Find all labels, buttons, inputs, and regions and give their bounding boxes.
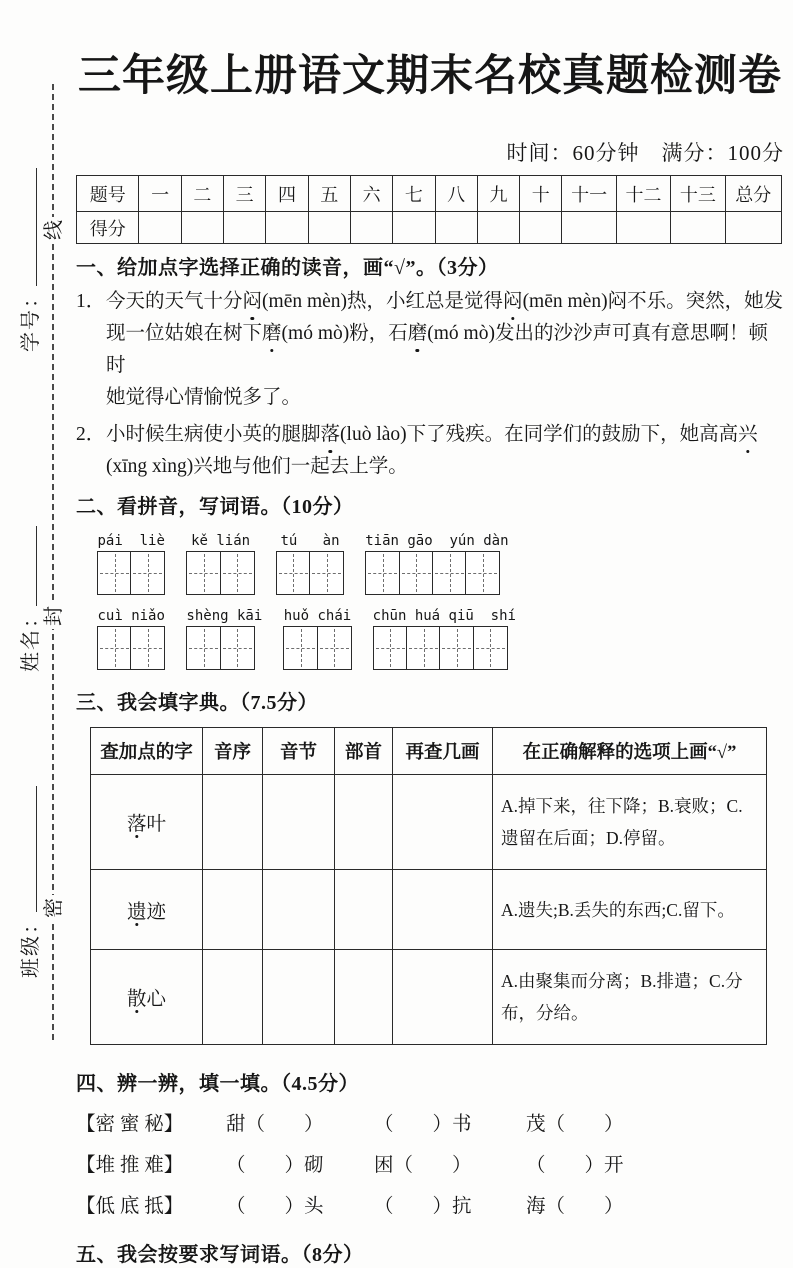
text-segment: (xīng xìng)兴地与他们一起去上学。 (106, 456, 408, 478)
pinyin-group (373, 608, 516, 670)
question-number-cell: 十 (520, 176, 562, 212)
text-segment: (mó mò)粉，石 (281, 323, 408, 345)
text-segment: 现一位姑娘在树下 (106, 323, 263, 345)
text-segment: 今天的天气十分 (106, 291, 243, 313)
section4-heading: 四、辨一辨，填一填。（4.5分） (76, 1073, 359, 1096)
writing-box (97, 551, 132, 595)
dictionary-table-header-row (91, 728, 767, 775)
pinyin-grid-row-1 (76, 533, 784, 595)
pinyin-label: huǒ chái (283, 608, 352, 625)
dict-blank-cell (393, 950, 493, 1045)
writing-box (432, 551, 467, 595)
dict-header-cell: 再查几画 (393, 728, 493, 775)
writing-boxes (276, 551, 344, 595)
dict-explanation-cell: A.由聚集而分离；B.排遣；C.分布，分给。 (493, 950, 767, 1045)
dict-blank-cell (335, 870, 393, 950)
dict-blank-cell (335, 775, 393, 870)
dotted-character: 磨 (408, 318, 428, 350)
pinyin-label: cuì niǎo (97, 608, 165, 625)
margin-label-text: 班级： (20, 912, 42, 978)
writing-box (130, 626, 165, 670)
pinyin-label: tiān gāo yún dàn (365, 533, 509, 550)
pinyin-group (283, 608, 351, 670)
score-table-header-row (77, 176, 782, 212)
dotted-character: 落 (127, 808, 147, 836)
margin-label-1 (14, 168, 43, 352)
text-segment: (mó mò)发出的沙沙声可真有意思啊！顿时 (106, 323, 768, 377)
question-number-cell: 九 (477, 176, 519, 212)
margin-write-line (31, 786, 37, 912)
score-blank-cell (477, 212, 519, 244)
writing-boxes (373, 626, 516, 670)
writing-box (130, 551, 165, 595)
question-number-cell: 一 (139, 176, 181, 212)
seal-char-3: 密 (36, 895, 72, 921)
dict-header-cell: 在正确解释的选项上画“√” (493, 728, 767, 775)
score-blank-cell (266, 212, 308, 244)
score-blank-cell (616, 212, 670, 244)
writing-box (317, 626, 352, 670)
score-blank-cell (139, 212, 181, 244)
writing-box (220, 626, 255, 670)
pinyin-group (97, 608, 165, 670)
dotted-character: 磨 (262, 318, 282, 350)
dotted-character: 遗 (127, 896, 147, 924)
item-number: 1． (76, 291, 106, 313)
text-segment: 心 (146, 989, 167, 1011)
question-number-cell: 二 (181, 176, 223, 212)
score-blank-cell (725, 212, 781, 244)
dict-word-cell (91, 870, 203, 950)
dict-header-cell: 查加点的字 (91, 728, 203, 775)
fill-blank-item: 甜（ ） (226, 1114, 324, 1136)
question-number-cell: 七 (393, 176, 435, 212)
writing-box (373, 626, 408, 670)
dict-blank-cell (263, 950, 335, 1045)
dict-blank-cell (203, 775, 263, 870)
dict-header-cell: 部首 (335, 728, 393, 775)
question-number-cell: 六 (350, 176, 392, 212)
dict-row-1 (91, 775, 767, 870)
question-number-cell: 十二 (616, 176, 670, 212)
writing-box (473, 626, 508, 670)
text-segment: 她觉得心情愉悦多了。 (106, 387, 302, 409)
writing-box (439, 626, 474, 670)
pinyin-group (365, 533, 508, 595)
writing-box (465, 551, 500, 595)
dict-blank-cell (263, 775, 335, 870)
dotted-character: 散 (127, 983, 147, 1011)
seal-char-2: 封 (36, 603, 72, 629)
pinyin-grid-row-2 (76, 608, 784, 670)
character-choices-label: 【堆 推 难】 (76, 1155, 184, 1177)
writing-box (399, 551, 434, 595)
question-number-cell: 八 (435, 176, 477, 212)
item-number: 2． (76, 424, 106, 446)
section1-items (76, 286, 784, 483)
text-segment: 小时候生病使小英的腿脚 (106, 424, 321, 446)
score-table (76, 175, 782, 244)
writing-box (309, 551, 344, 595)
pinyin-label: chūn huá qiū shí (372, 608, 516, 625)
fill-blank-item: （ ）抗 (374, 1196, 472, 1218)
text-line (106, 451, 758, 483)
writing-boxes (97, 551, 165, 595)
question-number-cell: 三 (224, 176, 266, 212)
fill-blank-item: （ ）开 (526, 1155, 624, 1177)
margin-write-line (31, 526, 37, 606)
score-corner-cell: 题号 (77, 176, 139, 212)
bian-row-1 (76, 1112, 784, 1138)
writing-box (365, 551, 400, 595)
section3-heading: 三、我会填字典。（7.5分） (76, 692, 318, 715)
text-segment: (mēn mèn)闷不乐。突然，她发 (522, 291, 784, 313)
writing-boxes (97, 626, 165, 670)
score-blank-cell (308, 212, 350, 244)
score-blank-cell (562, 212, 616, 244)
score-row-label-cell: 得分 (77, 212, 139, 244)
question-item-2 (76, 419, 784, 483)
writing-box (406, 626, 441, 670)
fill-blank-item: 困（ ） (374, 1155, 472, 1177)
seal-char-1: 线 (36, 217, 72, 243)
section4-rows (76, 1112, 784, 1220)
section2-heading: 二、看拼音，写词语。（10分） (76, 496, 354, 519)
pinyin-label: pái liè (97, 533, 165, 550)
question-number-cell: 十一 (562, 176, 616, 212)
exam-time-score-info: 时间：60分钟 满分：100分 (506, 141, 784, 166)
pinyin-label: shèng kāi (186, 608, 263, 625)
pinyin-label: kě lián (191, 533, 251, 550)
dict-word-cell (91, 950, 203, 1045)
text-segment: (luò lào)下了残疾。在同学们的鼓励下，她高高 (340, 424, 739, 446)
score-blank-cell (671, 212, 725, 244)
score-blank-cell (520, 212, 562, 244)
section1-heading: 一、给加点字选择正确的读音，画“√”。（3分） (76, 257, 499, 280)
question-number-cell: 十三 (671, 176, 725, 212)
fill-blank-item: 海（ ） (526, 1196, 624, 1218)
score-blank-cell (224, 212, 266, 244)
dict-blank-cell (203, 950, 263, 1045)
score-blank-cell (350, 212, 392, 244)
margin-label-2 (14, 526, 43, 672)
dict-blank-cell (263, 870, 335, 950)
dotted-character: 闷 (503, 286, 523, 318)
pinyin-group (97, 533, 165, 595)
question-number-cell: 总分 (725, 176, 781, 212)
margin-label-text: 姓名： (20, 606, 42, 672)
writing-box (186, 551, 221, 595)
exam-content (76, 0, 784, 1268)
question-number-cell: 四 (266, 176, 308, 212)
writing-boxes (283, 626, 351, 670)
pinyin-group (276, 533, 344, 595)
section5-heading: 五、我会按要求写词语。（8分） (76, 1244, 364, 1267)
fill-blank-item: （ ）书 (374, 1114, 472, 1136)
character-choices-label: 【低 底 抵】 (76, 1196, 184, 1218)
margin-label-text: 学号： (20, 286, 42, 352)
writing-boxes (186, 551, 254, 595)
pinyin-group (186, 608, 262, 670)
question-number-cell: 五 (308, 176, 350, 212)
dict-row-3 (91, 950, 767, 1045)
fill-blank-item: （ ）砌 (226, 1155, 324, 1177)
writing-box (97, 626, 132, 670)
pinyin-group (186, 533, 254, 595)
dict-header-cell: 音序 (203, 728, 263, 775)
pinyin-label: tú àn (280, 533, 340, 550)
text-segment: (mēn mèn)热，小红总是觉得 (262, 291, 504, 313)
dict-explanation-cell: A.遗失;B.丢失的东西;C.留下。 (493, 870, 767, 950)
text-line (106, 286, 784, 318)
score-table-score-row (77, 212, 782, 244)
dotted-character: 落 (321, 419, 341, 451)
writing-box (283, 626, 318, 670)
dict-explanation-cell: A.掉下来，往下降；B.衰败；C.遗留在后面；D.停留。 (493, 775, 767, 870)
text-segment: 迹 (146, 901, 167, 923)
margin-write-line (31, 168, 37, 286)
text-line (106, 419, 758, 451)
text-line (106, 382, 784, 414)
item-lines (106, 419, 758, 483)
bian-row-2 (76, 1153, 784, 1179)
dotted-character: 兴 (738, 419, 758, 451)
fill-blank-item: （ ）头 (226, 1196, 324, 1218)
dict-word-cell (91, 775, 203, 870)
bian-row-3 (76, 1194, 784, 1220)
writing-box (186, 626, 221, 670)
dict-header-cell: 音节 (263, 728, 335, 775)
dotted-character: 闷 (243, 286, 263, 318)
dict-blank-cell (393, 775, 493, 870)
score-blank-cell (435, 212, 477, 244)
dictionary-table (90, 727, 767, 1045)
character-choices-label: 【密 蜜 秘】 (76, 1114, 184, 1136)
score-blank-cell (393, 212, 435, 244)
question-item-1 (76, 286, 784, 414)
dict-blank-cell (335, 950, 393, 1045)
fill-blank-item: 茂（ ） (526, 1114, 624, 1136)
text-line (106, 318, 784, 382)
page-title: 三年级上册语文期末名校真题检测卷 (78, 53, 782, 100)
writing-boxes (365, 551, 508, 595)
text-segment: 叶 (146, 814, 167, 836)
score-blank-cell (181, 212, 223, 244)
dict-blank-cell (393, 870, 493, 950)
writing-box (220, 551, 255, 595)
writing-boxes (186, 626, 262, 670)
margin-label-3 (14, 786, 43, 978)
item-lines (106, 286, 784, 414)
dict-row-2 (91, 870, 767, 950)
dict-blank-cell (203, 870, 263, 950)
writing-box (276, 551, 311, 595)
